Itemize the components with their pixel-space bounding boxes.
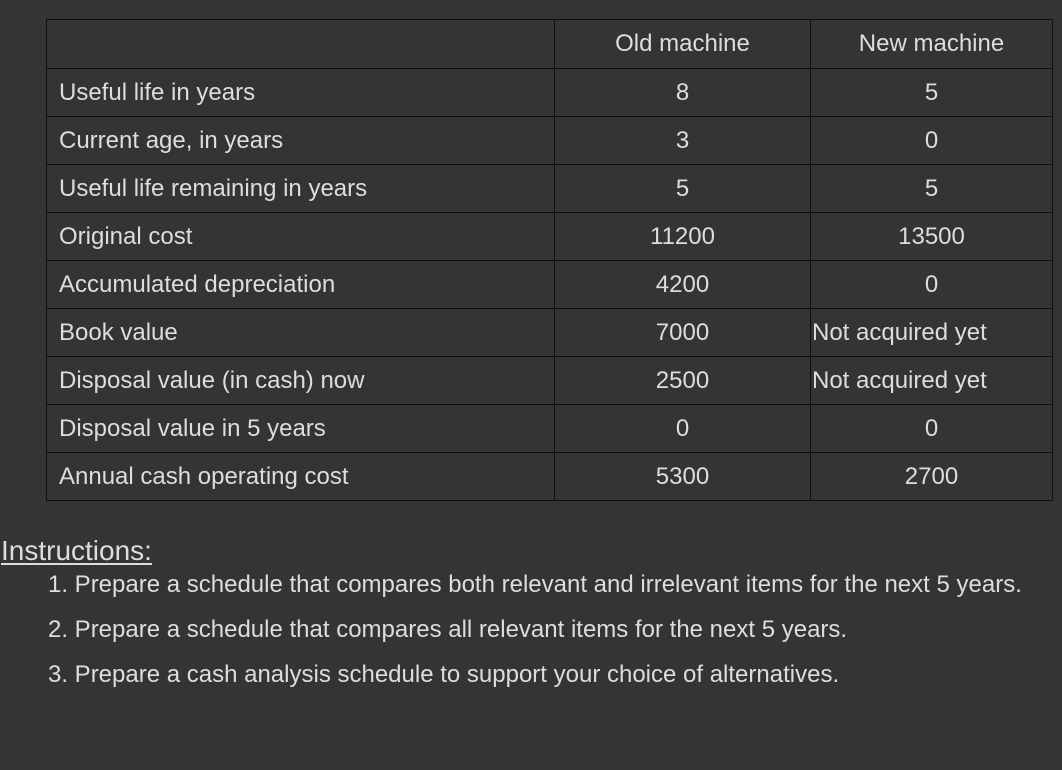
- table-row: [47, 165, 1053, 213]
- old-machine-value: 7000: [555, 309, 811, 357]
- row-label: Useful life remaining in years: [47, 165, 555, 213]
- new-machine-value: Not acquired yet: [811, 357, 1053, 405]
- table-row: [47, 405, 1053, 453]
- table-row: [47, 69, 1053, 117]
- header-cell-label: [47, 20, 555, 69]
- row-label: Current age, in years: [47, 117, 555, 165]
- instructions-heading: Instructions:: [1, 535, 152, 566]
- new-machine-value: 0: [811, 117, 1053, 165]
- row-label: Disposal value (in cash) now: [47, 357, 555, 405]
- new-machine-value: Not acquired yet: [811, 309, 1053, 357]
- table-row: [47, 261, 1053, 309]
- table-row: [47, 453, 1053, 501]
- new-machine-value: 5: [811, 69, 1053, 117]
- old-machine-value: 11200: [555, 213, 811, 261]
- new-machine-value: 13500: [811, 213, 1053, 261]
- table-row: [47, 117, 1053, 165]
- instruction-list: [0, 562, 1062, 697]
- old-machine-value: 4200: [555, 261, 811, 309]
- row-label: Book value: [47, 309, 555, 357]
- new-machine-value: 0: [811, 261, 1053, 309]
- table-row: [47, 213, 1053, 261]
- instruction-item: 1. Prepare a schedule that compares both relevant and irrelevant items for the next 5 years.: [48, 571, 1022, 598]
- old-machine-value: 0: [555, 405, 811, 453]
- row-label: Useful life in years: [47, 69, 555, 117]
- table-row: [47, 357, 1053, 405]
- old-machine-value: 8: [555, 69, 811, 117]
- new-machine-value: 2700: [811, 453, 1053, 501]
- old-machine-value: 5300: [555, 453, 811, 501]
- instruction-item: 3. Prepare a cash analysis schedule to support your choice of alternatives.: [48, 661, 840, 688]
- row-label: Original cost: [47, 213, 555, 261]
- new-machine-value: 0: [811, 405, 1053, 453]
- instructions-section: [0, 534, 1062, 697]
- table-header-row: [47, 20, 1053, 69]
- instruction-item: 2. Prepare a schedule that compares all relevant items for the next 5 years.: [48, 616, 848, 643]
- old-machine-value: 2500: [555, 357, 811, 405]
- header-cell-new-machine: New machine: [811, 20, 1053, 69]
- table-row: [47, 309, 1053, 357]
- header-cell-old-machine: Old machine: [555, 20, 811, 69]
- old-machine-value: 3: [555, 117, 811, 165]
- machine-comparison-table: [46, 19, 1053, 501]
- row-label: Annual cash operating cost: [47, 453, 555, 501]
- row-label: Accumulated depreciation: [47, 261, 555, 309]
- old-machine-value: 5: [555, 165, 811, 213]
- row-label: Disposal value in 5 years: [47, 405, 555, 453]
- new-machine-value: 5: [811, 165, 1053, 213]
